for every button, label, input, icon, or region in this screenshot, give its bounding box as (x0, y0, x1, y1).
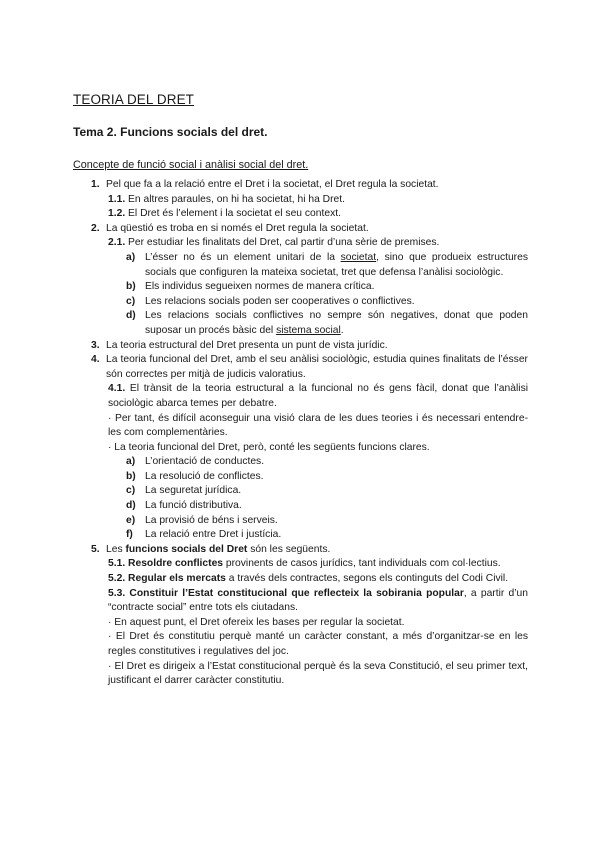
list-item (0, 353, 528, 382)
societat-link[interactable]: societat (340, 251, 377, 263)
item-text: En altres paraules, on hi ha societat, hi ha Dret. (125, 193, 345, 205)
item-number: 2.1. (108, 237, 126, 249)
item-letter: c) (126, 485, 136, 497)
list-item (0, 178, 528, 193)
item-text: Els individus segueixen normes de manera crítica. (145, 281, 375, 293)
list-item (0, 280, 528, 295)
item-text: Les (106, 543, 126, 555)
list-item (0, 339, 528, 354)
section-heading: Concepte de funció social i anàlisi social del dret. (73, 159, 309, 171)
item-text: La qüestió es troba en si només el Dret regula la societat. (106, 222, 369, 234)
item-text: L’orientació de conductes. (145, 456, 265, 468)
sistema-social-link[interactable]: sistema social (276, 324, 341, 336)
list-item (0, 587, 528, 616)
document-title: TEORIA DEL DRET (73, 92, 195, 107)
document-body (0, 178, 600, 689)
item-text-bold: 5.3. Constituir l’Estat constitucional que reflecteix la sobirania popular (108, 587, 464, 599)
bullet-paragraph (0, 441, 528, 456)
item-text: La teoria estructural del Dret presenta un punt de vista jurídic. (106, 339, 388, 351)
list-item (0, 543, 528, 558)
item-number: 1. (91, 179, 100, 190)
list-item (0, 222, 528, 237)
item-letter: a) (126, 251, 136, 263)
item-text: La seguretat jurídica. (145, 485, 242, 497)
item-text: Per estudiar les finalitats del Dret, cal partir d’una sèrie de premises. (125, 237, 440, 249)
item-text: La provisió de béns i serveis. (145, 514, 278, 526)
item-text: La relació entre Dret i justícia. (145, 529, 282, 541)
list-item (0, 309, 528, 338)
item-letter: d) (126, 310, 136, 322)
list-item (0, 528, 528, 543)
item-text: El Dret és l’element i la societat el seu context. (125, 208, 341, 220)
list-item (0, 470, 528, 485)
item-number: 2. (91, 222, 100, 234)
list-item (0, 251, 528, 280)
tema-heading: Tema 2. Funcions socials del dret. (73, 125, 268, 139)
list-item (0, 514, 528, 529)
item-letter: e) (126, 514, 136, 526)
item-text: · En aquest punt, el Dret ofereix les bases per regular la societat. (108, 616, 405, 628)
item-number: 3. (91, 339, 100, 351)
item-text: Les relacions socials conflictives no sempre són negatives, donat que poden suposar un procés bàsic del (145, 310, 528, 336)
item-number: 4.1. (108, 383, 126, 395)
item-letter: d) (126, 500, 136, 512)
item-text: , sino que produeix estructures socials que configuren la mateixa societat, tret que defensa l’anàlisi sociològic. (145, 251, 528, 278)
list-item (0, 557, 528, 572)
item-text-bold: 5.1. Resoldre conflictes (108, 558, 224, 570)
list-item (0, 499, 528, 514)
item-text: Pel que fa a la relació entre el Dret i la societat, el Dret regula la societat. (106, 179, 439, 190)
item-text: La funció distributiva. (145, 500, 242, 512)
list-item (0, 236, 528, 251)
item-text-bold: 5.2. Regular els mercats (108, 573, 226, 585)
list-item (0, 382, 528, 411)
item-letter: a) (126, 456, 136, 468)
item-text: · La teoria funcional del Dret, però, conté les següents funcions clares. (108, 441, 430, 453)
list-item (0, 484, 528, 499)
item-text: La teoria funcional del Dret, amb el seu anàlisi sociològic, estudia quines finalitats de l’ésser són correctes per mitjà de judicis valoratius. (106, 354, 528, 380)
item-text: La resolució de conflictes. (145, 470, 264, 482)
bullet-paragraph (0, 660, 528, 689)
item-letter: b) (126, 281, 136, 293)
list-item (0, 193, 528, 208)
item-text: . (340, 324, 344, 336)
list-item (0, 455, 528, 470)
item-text-bold: funcions socials del Dret (125, 543, 248, 555)
list-item (0, 295, 528, 310)
item-text: L’ésser no és un element unitari de la (145, 251, 341, 263)
item-text: a través dels contractes, segons els continguts del Codi Civil. (225, 573, 509, 585)
list-item (0, 207, 528, 222)
bullet-paragraph (0, 412, 528, 441)
item-text: Les relacions socials poden ser cooperatives o conflictives. (145, 295, 415, 307)
list-item (0, 572, 528, 587)
item-letter: f) (126, 529, 133, 541)
item-number: 4. (91, 354, 100, 366)
item-text: · El Dret es dirigeix a l’Estat constitucional perquè és la seva Constitució, el seu primer text, justificant el darrer caràcter constitutiu. (108, 660, 528, 687)
item-text: El trànsit de la teoria estructural a la funcional no és gens fàcil, donat que l’anàlisi sociològic abarca temes per debatre. (108, 383, 528, 409)
item-number: 1.1. (108, 193, 126, 205)
item-text: , a partir d’un “contracte social” entre tots els ciutadans. (108, 587, 528, 614)
item-text: · El Dret és constitutiu perquè manté un caràcter constant, a més d’organitzar-se en les regles constitutives i regulatives del joc. (108, 631, 528, 657)
bullet-paragraph (0, 630, 528, 659)
item-letter: b) (126, 470, 136, 482)
item-number: 1.2. (108, 208, 126, 220)
item-text: provinents de casos jurídics, tant individuals com col·lectius. (223, 558, 501, 570)
item-letter: c) (126, 295, 136, 307)
item-number: 5. (91, 543, 100, 555)
item-text: són les següents. (247, 543, 331, 555)
bullet-paragraph (0, 616, 528, 631)
item-text: · Per tant, és difícil aconseguir una visió clara de les dues teories i és necessari entendre-les com complementàries. (108, 412, 528, 439)
